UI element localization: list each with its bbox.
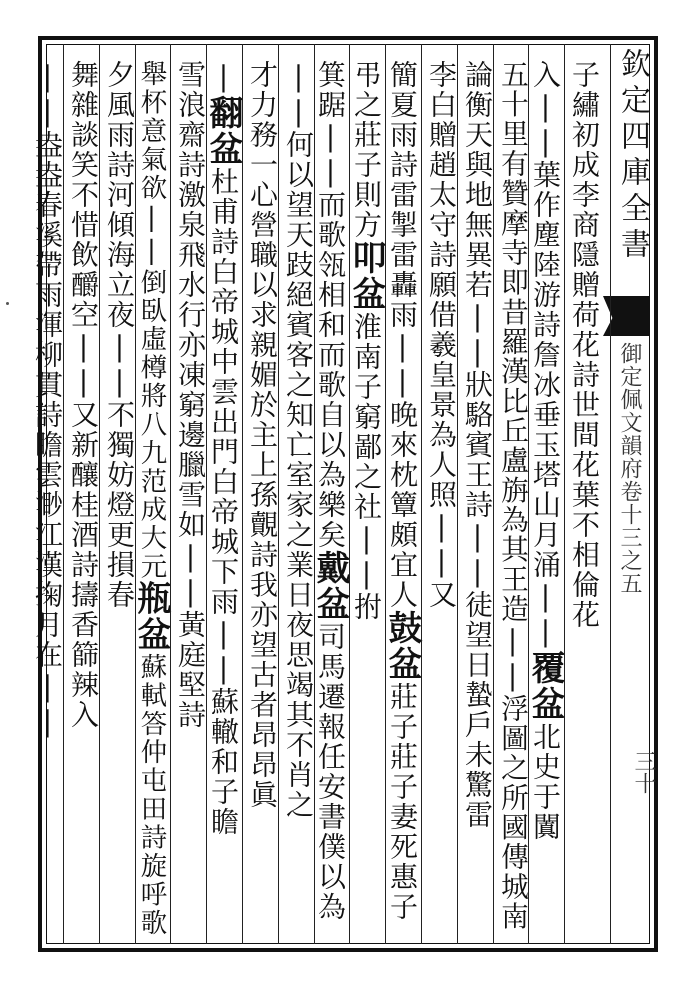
- column-text: 論衡天與地無異若||狀駱賓王詩||徒望日蟄戶未驚雷: [461, 60, 494, 830]
- column-text: 蘇軾答仲屯田詩旋呼歌: [136, 652, 167, 937]
- column-text: ||何以望天跂絕賓客之知亡室家之業日夜思竭其不肖之: [282, 60, 315, 820]
- heading-term: 覆盆: [525, 650, 565, 722]
- column-text: 五十里有贊摩寺即昔羅漢比丘盧旃為其王造||浮圖之所國傳城南: [496, 60, 529, 932]
- text-column: [525, 60, 565, 842]
- heading-term: 翻盆: [203, 95, 243, 167]
- ink-speck: [6, 302, 9, 305]
- column-rule: [457, 44, 458, 944]
- column-rule: [99, 44, 100, 944]
- folio-number: 三十: [631, 750, 656, 794]
- text-column: [496, 60, 529, 932]
- heading-term: 鼓盆: [382, 610, 422, 682]
- text-column: [203, 60, 243, 837]
- column-text: 杜甫詩白帝城中雲出門白帝城下雨||蘇轍和子瞻: [207, 167, 240, 837]
- column-text: ||盎盎春溪帶雨渾柳貫詩瞻雲渺江漢掬月在||: [31, 60, 64, 740]
- text-column: [310, 60, 350, 922]
- column-text: |: [207, 60, 240, 95]
- text-column: [346, 60, 386, 622]
- column-text: 淮南子窮鄙之社||拊: [350, 312, 383, 622]
- column-text: 箕踞||而歌: [314, 60, 347, 250]
- text-column: [425, 60, 458, 610]
- text-column: [568, 60, 601, 630]
- column-rule: [242, 44, 243, 944]
- text-column: [246, 60, 279, 810]
- volume-label: 御定佩文韻府卷十三之五: [617, 342, 642, 595]
- text-column: [174, 60, 207, 730]
- column-rule: [170, 44, 171, 944]
- text-column: [31, 60, 64, 740]
- text-column: [131, 60, 171, 937]
- column-rule: [564, 44, 565, 944]
- column-text: 入||葉作塵陸游詩詹冰垂玉塔山月涌||: [529, 60, 562, 650]
- column-rule: [314, 44, 315, 944]
- column-text: 北史于闐: [529, 722, 562, 842]
- column-text: 才力務一心營職以求親媚於主上孫覿詩我亦望古者昂昂眞: [246, 60, 279, 810]
- column-text: 李白贈趙太守詩願借羲皇景為人照||又: [425, 60, 458, 610]
- column-rule: [206, 44, 207, 944]
- text-column: [282, 60, 315, 820]
- column-text: 瓴相和而歌自以為樂矣: [314, 250, 347, 550]
- column-text: 莊子莊子妻死惠子: [386, 682, 419, 922]
- text-column: [461, 60, 494, 830]
- column-text: 簡夏雨詩雷掣雷轟雨||晚來枕簟頗宜人: [386, 60, 419, 610]
- text-column: [67, 60, 100, 730]
- text-column: [382, 60, 422, 922]
- column-text: 舞雜談笑不惜飲釂空||又新釀桂酒詩擣香篩辣入: [67, 60, 100, 730]
- heading-term: 叩盆: [346, 240, 386, 312]
- column-rule: [278, 44, 279, 944]
- column-text: 弔之莊子則方: [350, 60, 383, 240]
- column-rule: [493, 44, 494, 944]
- column-rule: [385, 44, 386, 944]
- column-text: 司馬遷報任安書僕以為: [314, 622, 347, 922]
- column-text: 子繡初成李商隱贈荷花詩世間花葉不相倫花: [568, 60, 601, 630]
- banner-title: 欽定四庫全書: [615, 48, 650, 264]
- column-rule: [63, 44, 64, 944]
- column-rule: [135, 44, 136, 944]
- column-text: 雪浪齋詩激泉飛水行亦凍窮邊臘雪如||黃庭堅詩: [174, 60, 207, 730]
- column-rule: [421, 44, 422, 944]
- heading-term: 瓶盆: [131, 580, 171, 653]
- column-text: 舉杯意氣欲||倒臥虛樽將八九范成大元: [136, 60, 167, 581]
- column-text: 夕風雨詩河傾海立夜||不獨妨燈更損春: [103, 60, 136, 610]
- column-rule: [349, 44, 350, 944]
- banner-rule: [610, 44, 611, 944]
- column-rule: [528, 44, 529, 944]
- text-column: [103, 60, 136, 610]
- heading-term: 戴盆: [310, 550, 350, 622]
